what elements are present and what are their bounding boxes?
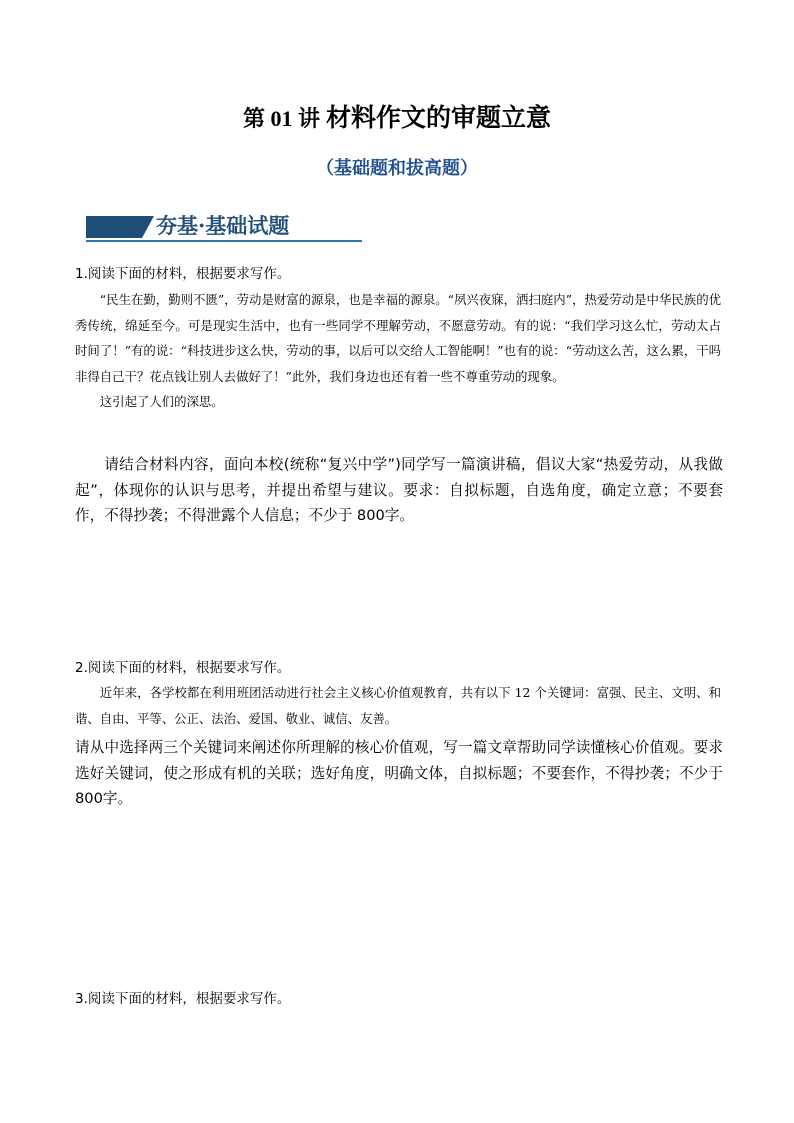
requirement-paragraph: 请从中选择两三个关键词来阐述你所理解的核心价值观，写一篇文章帮助同学读懂核心价值观。要求选好关键词，使之形成有机的关联；选好角度，明确文体，自拟标题；不要套作，不得抄袭；不少于 800字。: [75, 739, 723, 807]
question-1-material: [75, 287, 721, 415]
question-2-requirement: [75, 735, 723, 812]
question-3-heading: 3.阅读下面的材料，根据要求写作。: [75, 991, 291, 1007]
requirement-paragraph: 请结合材料内容，面向本校(统称“复兴中学”)同学写一篇演讲稿，倡议大家“热爱劳动，从我做起”，体现你的认识与思考，并提出希望与建议。要求：自拟标题，自选角度，确定立意；不要套作，不得抄袭；不得泄露个人信息；不少于 800字。: [75, 456, 723, 524]
section-banner-label: 夯基·基础试题: [156, 213, 290, 238]
page-subtitle: （基础题和拔高题）: [316, 158, 478, 179]
lecture-title: 材料作文的审题立意: [326, 103, 552, 132]
section-banner: [86, 207, 362, 244]
question-2-material: [75, 680, 721, 731]
material-paragraph: 这引起了人们的深思。: [99, 394, 224, 409]
question-1-requirement: [75, 452, 723, 529]
banner-underline: [86, 240, 362, 242]
material-paragraph: 近年来，各学校都在利用班团活动进行社会主义核心价值观教育，共有以下 12 个关键词：富强、民主、文明、和谐、自由、平等、公正、法治、爱国、敬业、诚信、友善。: [75, 685, 721, 726]
banner-wedge-shape: [142, 216, 154, 238]
question-1-heading: 1.阅读下面的材料，根据要求写作。: [75, 266, 291, 282]
banner-block-shape: [86, 216, 142, 238]
question-2-heading: 2.阅读下面的材料，根据要求写作。: [75, 660, 291, 676]
page-title: [0, 98, 794, 134]
lecture-number: 第 01 讲: [242, 106, 320, 131]
material-paragraph: “民生在勤，勤则不匮”，劳动是财富的源泉，也是幸福的源泉。“夙兴夜寐，洒扫庭内”，热爱劳动是中华民族的优秀传统，绵延至今。可是现实生活中，也有一些同学不理解劳动，不愿意劳动。有的说：“我们学习这么忙，劳动太占时间了！”有的说：“科技进步这么快，劳动的事，以后可以交给人工智能啊！”也有的说：“劳动这么苦，这么累，干吗非得自己干？花点钱让别人去做好了！”此外，我们身边也还有着一些不尊重劳动的现象。: [75, 292, 721, 384]
